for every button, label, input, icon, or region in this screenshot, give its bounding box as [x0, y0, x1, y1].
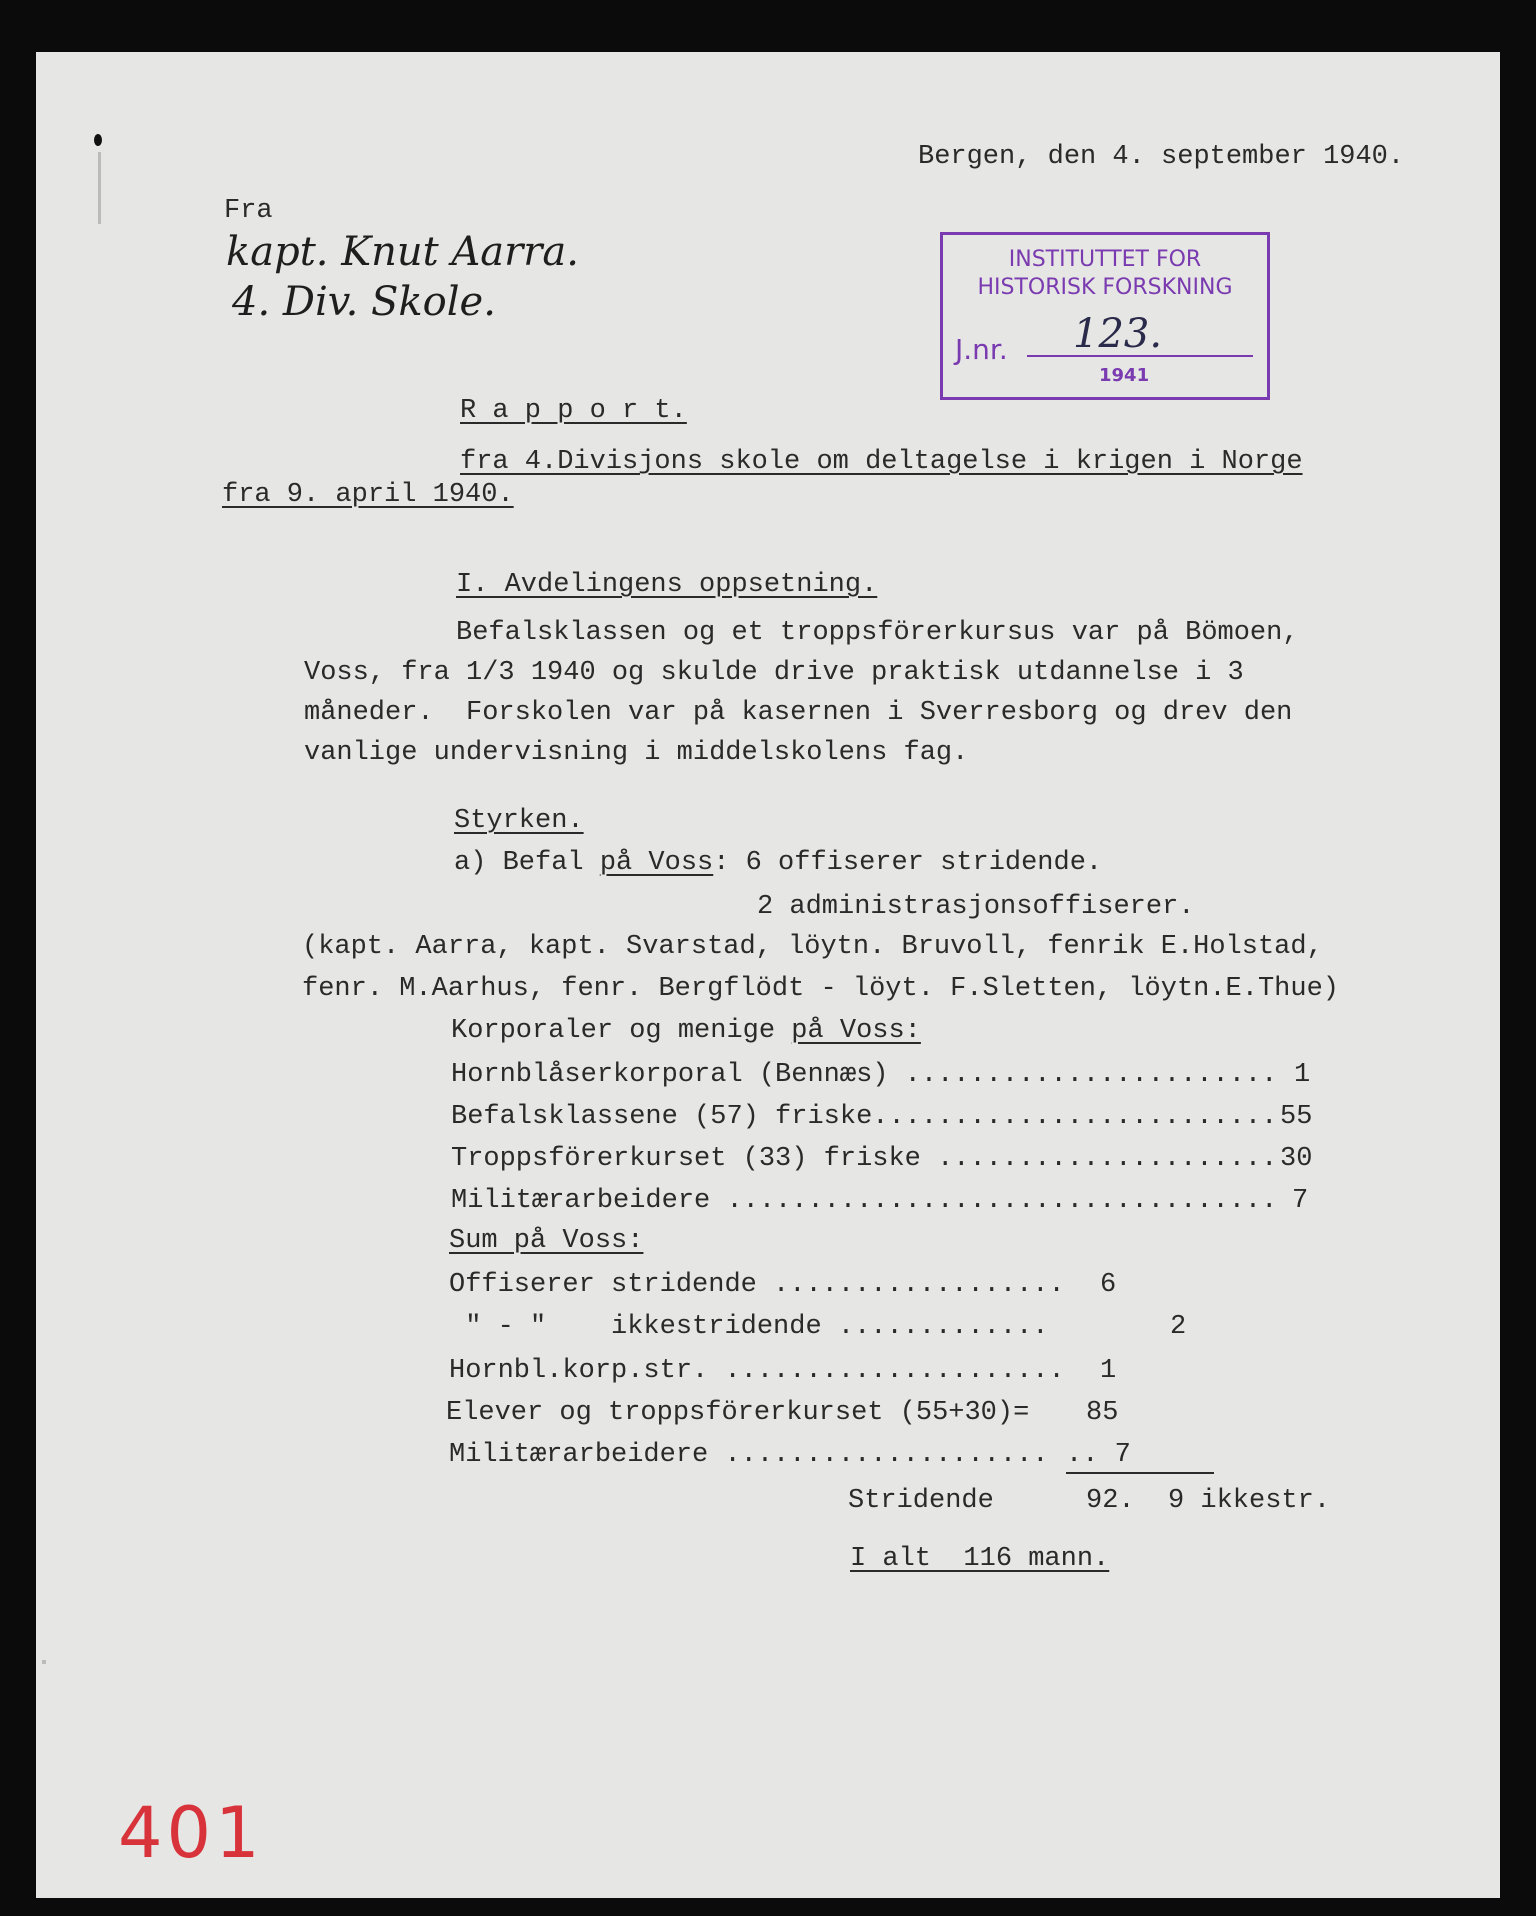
combatants-label: Stridende	[848, 1486, 994, 1516]
institute-stamp	[940, 232, 1270, 400]
stamp-line-1: INSTITUTTET FOR	[1008, 247, 1202, 272]
sum-row-label: Elever og troppsförerkurset (55+30)=	[446, 1398, 1030, 1428]
sum-underline	[1066, 1472, 1214, 1474]
punch-hole	[94, 134, 102, 146]
strength-row-value: 7	[1292, 1186, 1309, 1216]
strength-row-label: Hornblåserkorporal (Bennæs) .......................	[451, 1060, 1278, 1090]
sum-row-label: Offiserer stridende ..................	[449, 1270, 1065, 1300]
sum-row-label: Hornbl.korp.str. .....................	[449, 1356, 1065, 1386]
officer-names-2: fenr. M.Aarhus, fenr. Bergflödt - löyt. F.Sletten, löytn.E.Thue)	[302, 974, 1339, 1004]
sum-row-value: 2	[1170, 1312, 1187, 1342]
strength-row-label: Befalsklassene (57) friske.........................	[451, 1102, 1278, 1132]
sum-row-value: 1	[1100, 1356, 1117, 1386]
officer-names-1: (kapt. Aarra, kapt. Svarstad, löytn. Bruvoll, fenrik E.Holstad,	[302, 932, 1323, 962]
paragraph-line-1: Befalsklassen og et troppsförerkursus var på Bömoen,	[456, 618, 1299, 648]
sum-row-value: 6	[1100, 1270, 1117, 1300]
grand-total: I alt 116 mann.	[850, 1544, 1110, 1574]
strength-row-value: 30	[1280, 1144, 1313, 1174]
non-combatants: 9 ikkestr.	[1168, 1486, 1331, 1516]
binding-mark	[98, 152, 101, 224]
stamp-number: 123.	[1073, 311, 1163, 357]
corporals-place: på Voss:	[791, 1016, 921, 1046]
stamp-year: 1941	[1099, 365, 1150, 386]
paragraph-line-3: måneder. Forskolen var på kasernen i Sverresborg og drev den	[304, 698, 1293, 728]
corporals-prefix: Korporaler og menige	[451, 1016, 792, 1046]
officers-count: : 6 offiserer stridende.	[713, 848, 1103, 878]
report-subtitle-1: fra 4.Divisjons skole om deltagelse i krigen i Norge	[460, 447, 1303, 477]
sum-row-label: Militærarbeidere ....................	[449, 1440, 1049, 1470]
sender-line-2: 4. Div. Skole.	[232, 279, 496, 325]
sender-line-1: kapt. Knut Aarra.	[226, 229, 579, 275]
section-heading: I. Avdelingens oppsetning.	[456, 570, 878, 600]
sum-row-label: " - " ikkestridende .............	[449, 1312, 1049, 1342]
sum-row-value: .. 7	[1066, 1440, 1131, 1470]
officers-line-1	[454, 850, 1102, 877]
page-number: 401	[118, 1792, 264, 1874]
combatants-value: 92.	[1086, 1486, 1135, 1516]
paragraph-line-4: vanlige undervisning i middelskolens fag.	[304, 738, 969, 768]
strength-row-label: Militærarbeidere ..................................	[451, 1186, 1278, 1216]
strength-row-value: 1	[1294, 1060, 1311, 1090]
sum-heading: Sum på Voss:	[449, 1226, 644, 1256]
report-subtitle-2: fra 9. april 1940.	[222, 480, 514, 510]
officers-prefix: a) Befal	[454, 848, 600, 878]
stamp-jnr-label: J.nr.	[955, 333, 1008, 366]
place-date: Bergen, den 4. september 1940.	[918, 142, 1405, 172]
stamp-line-2: HISTORISK FORSKNING	[977, 275, 1233, 300]
report-title: R a p p o r t.	[460, 396, 687, 426]
paragraph-line-2: Voss, fra 1/3 1940 og skulde drive praktisk utdannelse i 3	[304, 658, 1244, 688]
strength-heading: Styrken.	[454, 806, 584, 836]
document-page	[36, 52, 1500, 1898]
strength-row-label: Troppsförerkurset (33) friske .....................	[451, 1144, 1278, 1174]
sum-row-value: 85	[1086, 1398, 1119, 1428]
officers-line-2: 2 administrasjonsoffiserer.	[757, 892, 1195, 922]
corporals-heading	[451, 1018, 921, 1045]
from-label: Fra	[224, 196, 273, 226]
strength-row-value: 55	[1280, 1102, 1313, 1132]
officers-place: på Voss	[599, 848, 714, 878]
margin-tick	[42, 1660, 46, 1664]
